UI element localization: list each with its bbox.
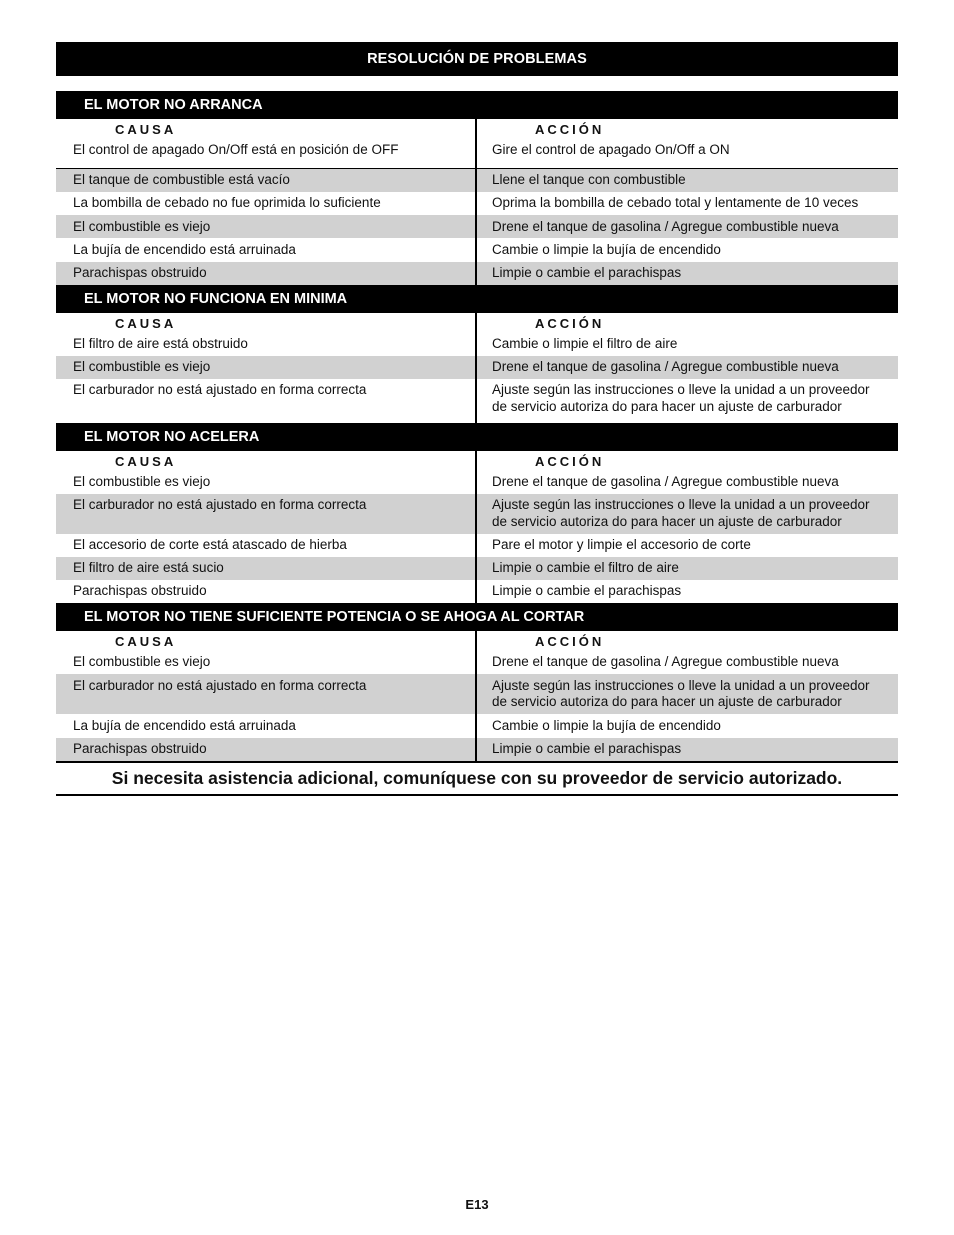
- section-heading: EL MOTOR NO FUNCIONA EN MINIMA: [56, 285, 898, 313]
- cause-cell: El accesorio de corte está atascado de hierba: [73, 537, 347, 553]
- action-cell: Limpie o cambie el filtro de aire: [492, 560, 679, 576]
- table-row: [56, 169, 898, 192]
- cause-cell: La bombilla de cebado no fue oprimida lo suficiente: [73, 195, 381, 211]
- cause-cell: El carburador no está ajustado en forma correcta: [73, 382, 367, 398]
- column-header-row: [56, 313, 898, 333]
- action-cell: Gire el control de apagado On/Off a ON: [492, 141, 730, 157]
- troubleshooting-section: [56, 423, 898, 603]
- cause-cell: El filtro de aire está obstruido: [73, 335, 248, 351]
- action-column-header: ACCIÓN: [535, 122, 605, 137]
- table-row: [56, 714, 898, 737]
- table-row: [56, 356, 898, 379]
- action-cell: Cambie o limpie el filtro de aire: [492, 335, 678, 351]
- action-cell: Cambie o limpie la bujía de encendido: [492, 241, 721, 257]
- cause-action-table: [56, 119, 898, 285]
- table-row: [56, 139, 898, 168]
- table-row: [56, 534, 898, 557]
- troubleshooting-section: [56, 603, 898, 760]
- table-row: [56, 238, 898, 261]
- section-heading: EL MOTOR NO ACELERA: [56, 423, 898, 451]
- action-cell: Ajuste según las instrucciones o lleve la unidad a un proveedor de servicio autoriza do para hacer un ajuste de carburador: [492, 677, 870, 710]
- table-row: [56, 674, 898, 714]
- cause-column-header: CAUSA: [115, 634, 177, 650]
- action-cell: Cambie o limpie la bujía de encendido: [492, 717, 721, 733]
- action-cell: Drene el tanque de gasolina / Agregue combustible nueva: [492, 358, 839, 374]
- cause-cell: La bujía de encendido está arruinada: [73, 241, 296, 257]
- cause-cell: Parachispas obstruido: [73, 740, 207, 756]
- action-cell: Pare el motor y limpie el accesorio de corte: [492, 537, 751, 553]
- column-header-row: [56, 451, 898, 471]
- table-row: [56, 471, 898, 494]
- action-column-header: ACCIÓN: [535, 315, 605, 331]
- action-cell: Llene el tanque con combustible: [492, 172, 686, 188]
- table-row: [56, 215, 898, 238]
- cause-cell: El carburador no está ajustado en forma correcta: [73, 497, 367, 513]
- cause-action-table: [56, 313, 898, 423]
- cause-cell: El carburador no está ajustado en forma correcta: [73, 677, 367, 693]
- action-cell: Ajuste según las instrucciones o lleve la unidad a un proveedor de servicio autoriza do para hacer un ajuste de carburador: [492, 382, 870, 414]
- cause-column-header: CAUSA: [115, 315, 177, 331]
- cause-cell: Parachispas obstruido: [73, 264, 207, 280]
- table-row: [56, 651, 898, 674]
- assistance-message: Si necesita asistencia adicional, comuníquese con su proveedor de servicio autorizado.: [56, 761, 898, 796]
- action-cell: Limpie o cambie el parachispas: [492, 740, 682, 756]
- troubleshooting-section: [56, 91, 898, 285]
- action-column-header: ACCIÓN: [535, 453, 605, 469]
- cause-cell: El combustible es viejo: [73, 473, 211, 489]
- section-heading: EL MOTOR NO ARRANCA: [56, 91, 898, 119]
- troubleshooting-page: [56, 42, 898, 796]
- cause-cell: Parachispas obstruido: [73, 583, 207, 599]
- page-number: E13: [465, 1197, 489, 1212]
- action-cell: Ajuste según las instrucciones o lleve la unidad a un proveedor de servicio autoriza do para hacer un ajuste de carburador: [492, 497, 870, 529]
- cause-action-table: [56, 451, 898, 603]
- cause-cell: El filtro de aire está sucio: [73, 560, 224, 576]
- cause-column-header: CAUSA: [115, 122, 177, 137]
- page-title: RESOLUCIÓN DE PROBLEMAS: [56, 42, 898, 76]
- table-row: [56, 262, 898, 285]
- section-heading: EL MOTOR NO TIENE SUFICIENTE POTENCIA O SE AHOGA AL CORTAR: [56, 603, 898, 631]
- table-row: [56, 494, 898, 534]
- column-header-row: [56, 631, 898, 651]
- table-row: [56, 379, 898, 423]
- action-cell: Oprima la bombilla de cebado total y lentamente de 10 veces: [492, 195, 859, 211]
- cause-action-table: [56, 631, 898, 760]
- troubleshooting-sections: [56, 91, 898, 761]
- cause-cell: El combustible es viejo: [73, 358, 211, 374]
- cause-cell: La bujía de encendido está arruinada: [73, 717, 296, 733]
- action-cell: Drene el tanque de gasolina / Agregue combustible nueva: [492, 654, 839, 670]
- cause-column-header: CAUSA: [115, 453, 177, 469]
- cause-cell: El tanque de combustible está vacío: [73, 172, 290, 188]
- action-cell: Limpie o cambie el parachispas: [492, 264, 682, 280]
- table-row: [56, 580, 898, 603]
- table-row: [56, 738, 898, 761]
- action-cell: Limpie o cambie el parachispas: [492, 583, 682, 599]
- action-cell: Drene el tanque de gasolina / Agregue combustible nueva: [492, 473, 839, 489]
- table-row: [56, 557, 898, 580]
- action-cell: Drene el tanque de gasolina / Agregue combustible nueva: [492, 218, 839, 234]
- cause-cell: El combustible es viejo: [73, 218, 211, 234]
- cause-cell: El combustible es viejo: [73, 654, 211, 670]
- troubleshooting-section: [56, 285, 898, 423]
- table-row: [56, 333, 898, 356]
- column-header-row: [56, 119, 898, 139]
- table-row: [56, 192, 898, 215]
- cause-cell: El control de apagado On/Off está en posición de OFF: [73, 141, 399, 157]
- action-column-header: ACCIÓN: [535, 634, 605, 650]
